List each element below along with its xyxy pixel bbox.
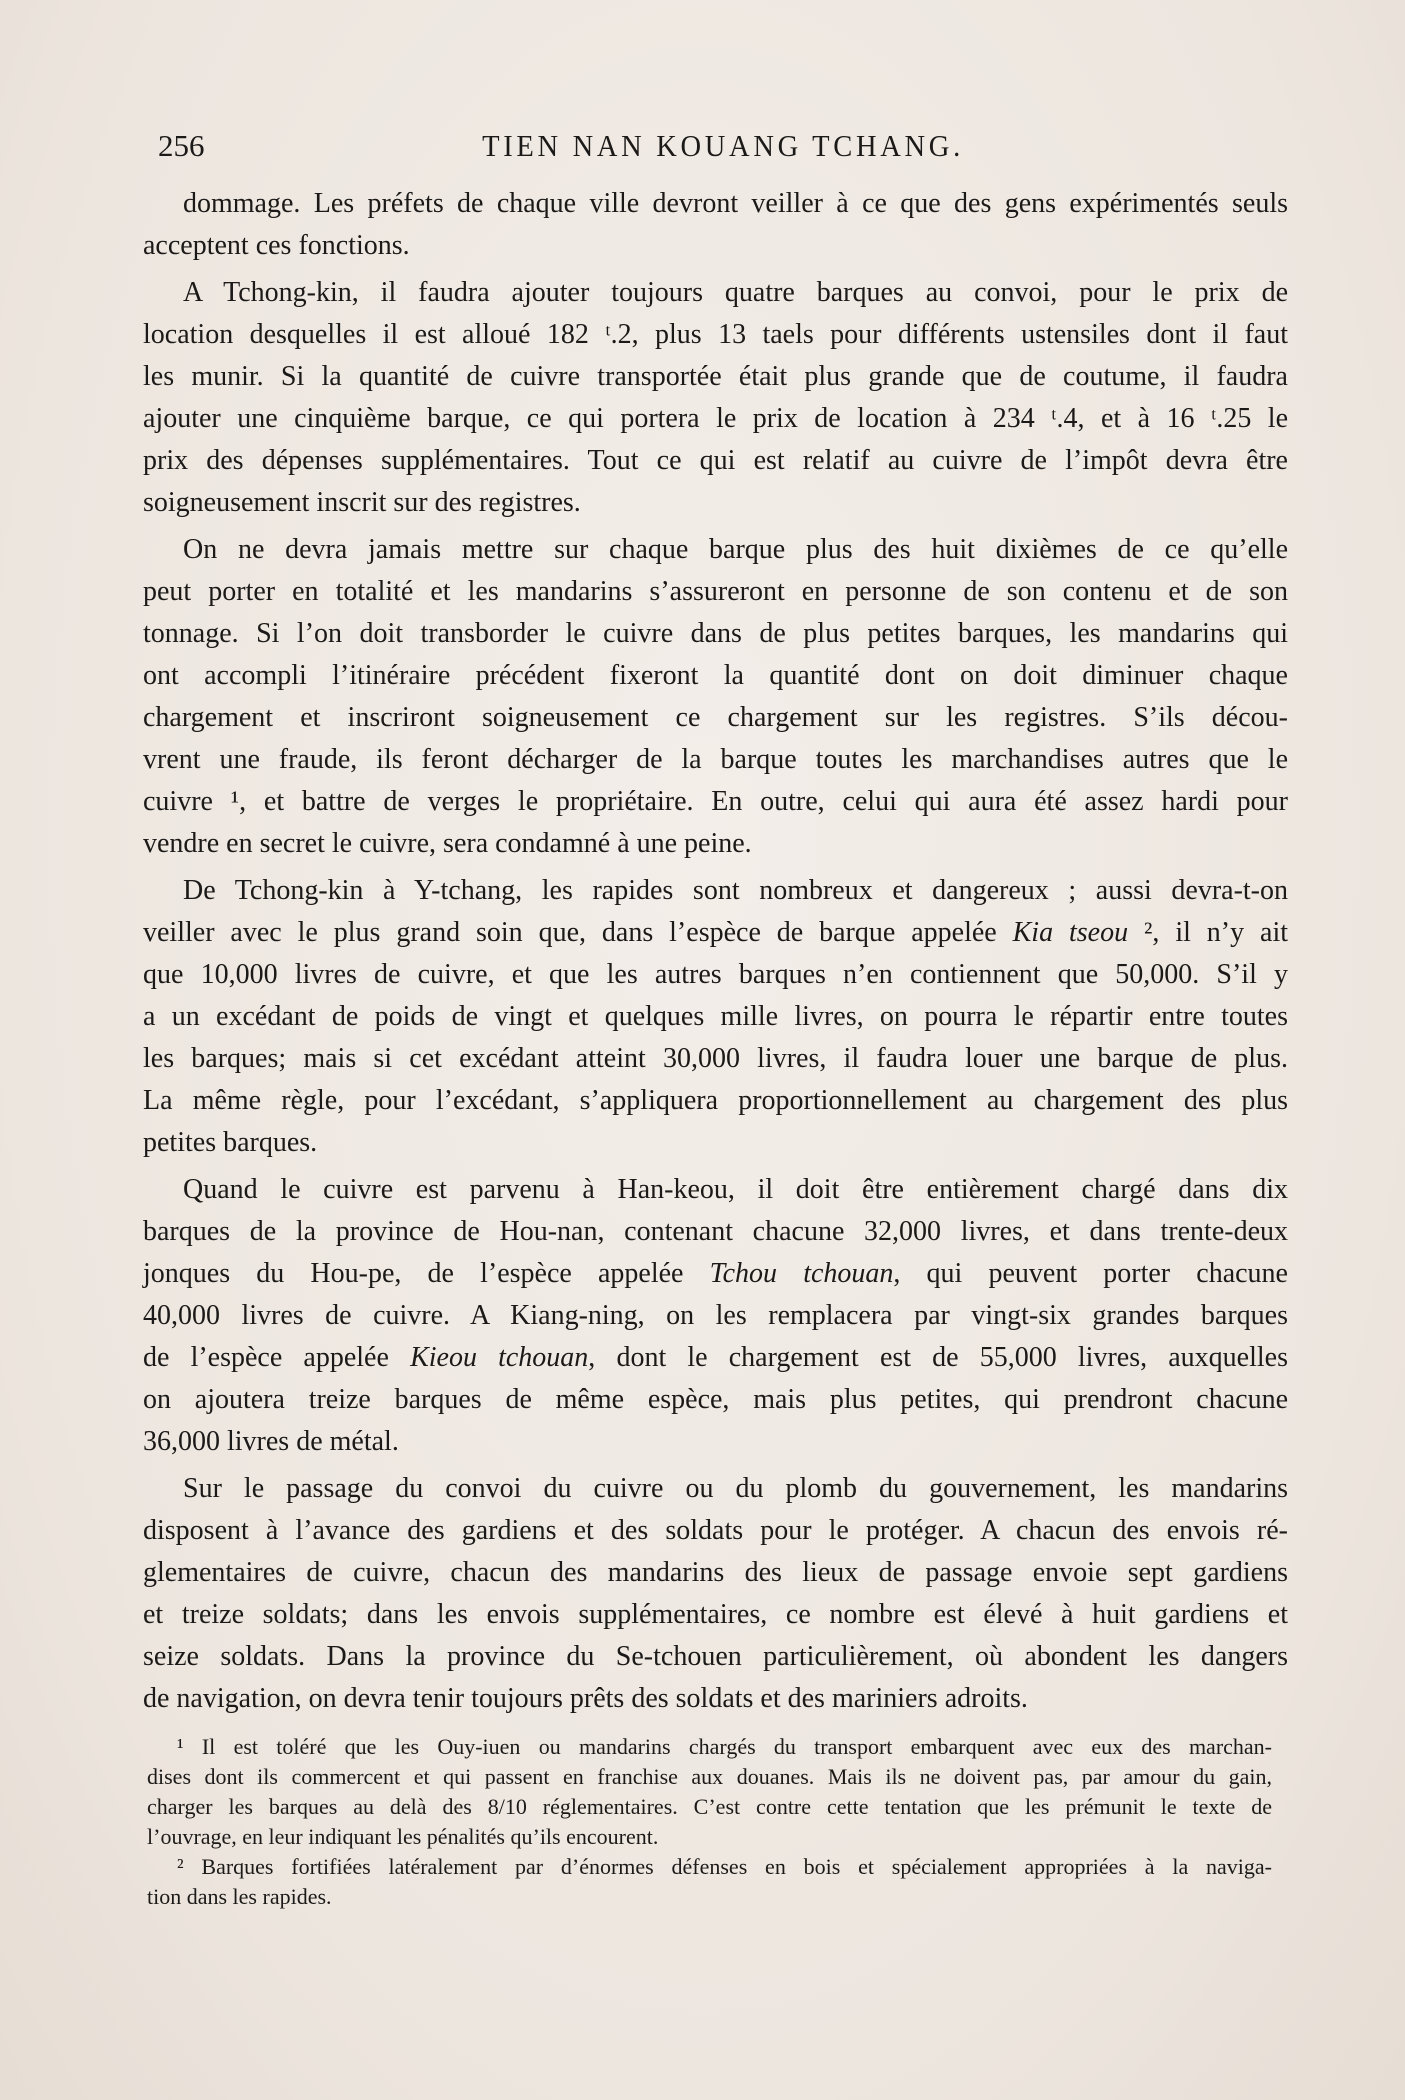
- text-line: [143, 272, 1288, 314]
- text-line: [143, 571, 1288, 613]
- text-line: [143, 1211, 1288, 1253]
- text-segment: 36,000 livres de métal.: [143, 1426, 399, 1457]
- text-line: [143, 482, 1288, 524]
- text-line: [143, 1678, 1288, 1720]
- text-line: [147, 1732, 1272, 1762]
- paragraph: [143, 272, 1288, 524]
- text-segment: que 10,000 livres de cuivre, et que les autres barques n’en contiennent que 50,000. S’il y: [143, 959, 1288, 990]
- text-line: [143, 781, 1288, 823]
- text-segment: glementaires de cuivre, chacun des mandarins des lieux de passage envoie sept gardiens: [143, 1557, 1288, 1588]
- italic-term: Kieou tchouan: [410, 1342, 589, 1373]
- text-segment: 40,000 livres de cuivre. A Kiang-ning, on les remplacera par vingt-six grandes barques: [143, 1300, 1288, 1331]
- text-segment: peut porter en totalité et les mandarins s’assureront en personne de son contenu et de son: [143, 576, 1288, 607]
- text-segment: ajouter une cinquième barque, ce qui portera le prix de location à 234 ᵗ.4, et à 16 ᵗ.25 le: [143, 403, 1288, 434]
- text-line: [147, 1852, 1272, 1882]
- text-segment: dises dont ils commercent et qui passent en franchise aux douanes. Mais ils ne doivent pas, par amour du gain,: [147, 1764, 1272, 1789]
- text-line: [143, 1594, 1288, 1636]
- running-title: TIEN NAN KOUANG TCHANG.: [482, 128, 964, 163]
- text-segment: location desquelles il est alloué 182 ᵗ.2, plus 13 taels pour différents ustensiles dont il faut: [143, 319, 1288, 350]
- text-line: [143, 1253, 1288, 1295]
- text-segment: soigneusement inscrit sur des registres.: [143, 487, 581, 518]
- text-segment: De Tchong-kin à Y-tchang, les rapides sont nombreux et dangereux ; aussi devra-t-on: [183, 875, 1288, 906]
- italic-term: Kia tseou: [1012, 917, 1129, 948]
- text-segment: chargement et inscriront soigneusement ce chargement sur les registres. S’ils décou-: [143, 702, 1288, 733]
- text-line: [143, 1122, 1288, 1164]
- footnotes: [147, 1732, 1272, 1912]
- paragraph: [143, 529, 1288, 865]
- text-segment: On ne devra jamais mettre sur chaque barque plus des huit dixièmes de ce qu’elle: [183, 534, 1288, 565]
- text-line: [143, 1379, 1288, 1421]
- text-segment: charger les barques au delà des 8/10 réglementaires. C’est contre cette tentation que les prémunit le texte de: [147, 1794, 1272, 1819]
- text-segment: tion dans les rapides.: [147, 1884, 332, 1909]
- text-line: [143, 1421, 1288, 1463]
- text-line: [143, 314, 1288, 356]
- body-text: [143, 183, 1288, 1725]
- text-segment: barques de la province de Hou-nan, contenant chacune 32,000 livres, et dans trente-deux: [143, 1216, 1288, 1247]
- running-header: [158, 128, 1288, 168]
- text-line: [147, 1882, 1272, 1912]
- italic-term: Tchou tchouan: [709, 1258, 894, 1289]
- text-line: [143, 996, 1288, 1038]
- text-line: [147, 1822, 1272, 1852]
- paragraph: [143, 870, 1288, 1164]
- text-line: [143, 823, 1288, 865]
- text-segment: de l’espèce appelée: [143, 1342, 411, 1373]
- footnote: [147, 1732, 1272, 1852]
- text-line: [143, 398, 1288, 440]
- text-line: [143, 613, 1288, 655]
- text-segment: a un excédant de poids de vingt et quelques mille livres, on pourra le répartir entre toutes: [143, 1001, 1288, 1032]
- text-segment: ², il n’y ait: [1128, 917, 1289, 948]
- text-segment: cuivre ¹, et battre de verges le propriétaire. En outre, celui qui aura été assez hardi pour: [143, 786, 1288, 817]
- text-segment: , dont le chargement est de 55,000 livres, auxquelles: [588, 1342, 1288, 1373]
- paragraph: [143, 1169, 1288, 1463]
- page-number: 256: [158, 128, 205, 163]
- paragraph: [143, 1468, 1288, 1720]
- text-line: [143, 697, 1288, 739]
- text-segment: Sur le passage du convoi du cuivre ou du plomb du gouvernement, les mandarins: [183, 1473, 1288, 1504]
- text-line: [143, 739, 1288, 781]
- text-segment: acceptent ces fonctions.: [143, 230, 410, 261]
- text-segment: prix des dépenses supplémentaires. Tout ce qui est relatif au cuivre de l’impôt devra être: [143, 445, 1288, 476]
- text-segment: A Tchong-kin, il faudra ajouter toujours quatre barques au convoi, pour le prix de: [183, 277, 1288, 308]
- footnote: [147, 1852, 1272, 1912]
- text-segment: vrent une fraude, ils feront décharger de la barque toutes les marchandises autres que le: [143, 744, 1288, 775]
- text-line: [143, 1295, 1288, 1337]
- text-line: [143, 1510, 1288, 1552]
- text-segment: La même règle, pour l’excédant, s’appliquera proportionnellement au chargement des plus: [143, 1085, 1288, 1116]
- text-line: [143, 1080, 1288, 1122]
- text-segment: tonnage. Si l’on doit transborder le cuivre dans de plus petites barques, les mandarins qui: [143, 618, 1288, 649]
- text-line: [143, 1468, 1288, 1510]
- text-line: [143, 1337, 1288, 1379]
- text-segment: , qui peuvent porter chacune: [893, 1258, 1288, 1289]
- text-segment: l’ouvrage, en leur indiquant les pénalités qu’ils encourent.: [147, 1824, 659, 1849]
- text-line: [143, 183, 1288, 225]
- text-segment: les barques; mais si cet excédant atteint 30,000 livres, il faudra louer une barque de plus.: [143, 1043, 1288, 1074]
- text-segment: Quand le cuivre est parvenu à Han-keou, il doit être entièrement chargé dans dix: [183, 1174, 1288, 1205]
- text-segment: on ajoutera treize barques de même espèce, mais plus petites, qui prendront chacune: [143, 1384, 1288, 1415]
- text-segment: vendre en secret le cuivre, sera condamné à une peine.: [143, 828, 752, 859]
- text-segment: dommage. Les préfets de chaque ville devront veiller à ce que des gens expérimentés seuls: [183, 188, 1288, 219]
- text-segment: veiller avec le plus grand soin que, dans l’espèce de barque appelée: [143, 917, 1013, 948]
- text-segment: jonques du Hou-pe, de l’espèce appelée: [143, 1258, 710, 1289]
- text-segment: ² Barques fortifiées latéralement par d’énormes défenses en bois et spécialement appropriées à la naviga-: [177, 1854, 1272, 1879]
- text-segment: ont accompli l’itinéraire précédent fixeront la quantité dont on doit diminuer chaque: [143, 660, 1288, 691]
- text-line: [143, 356, 1288, 398]
- text-line: [143, 440, 1288, 482]
- text-line: [143, 1169, 1288, 1211]
- text-line: [143, 1038, 1288, 1080]
- text-segment: petites barques.: [143, 1127, 318, 1158]
- text-line: [143, 870, 1288, 912]
- text-segment: les munir. Si la quantité de cuivre transportée était plus grande que de coutume, il faudra: [143, 361, 1288, 392]
- text-line: [143, 1552, 1288, 1594]
- paragraph: [143, 183, 1288, 267]
- text-line: [143, 225, 1288, 267]
- text-segment: de navigation, on devra tenir toujours prêts des soldats et des mariniers adroits.: [143, 1683, 1028, 1714]
- text-segment: seize soldats. Dans la province du Se-tchouen particulièrement, où abondent les dangers: [143, 1641, 1288, 1672]
- text-line: [147, 1762, 1272, 1792]
- text-segment: ¹ Il est toléré que les Ouy-iuen ou mandarins chargés du transport embarquent avec eux des marchan-: [177, 1734, 1272, 1759]
- text-segment: disposent à l’avance des gardiens et des soldats pour le protéger. A chacun des envois ré-: [143, 1515, 1288, 1546]
- text-line: [143, 655, 1288, 697]
- text-line: [143, 912, 1288, 954]
- text-line: [143, 1636, 1288, 1678]
- text-line: [143, 954, 1288, 996]
- text-line: [147, 1792, 1272, 1822]
- text-segment: et treize soldats; dans les envois supplémentaires, ce nombre est élevé à huit gardiens et: [143, 1599, 1288, 1630]
- text-line: [143, 529, 1288, 571]
